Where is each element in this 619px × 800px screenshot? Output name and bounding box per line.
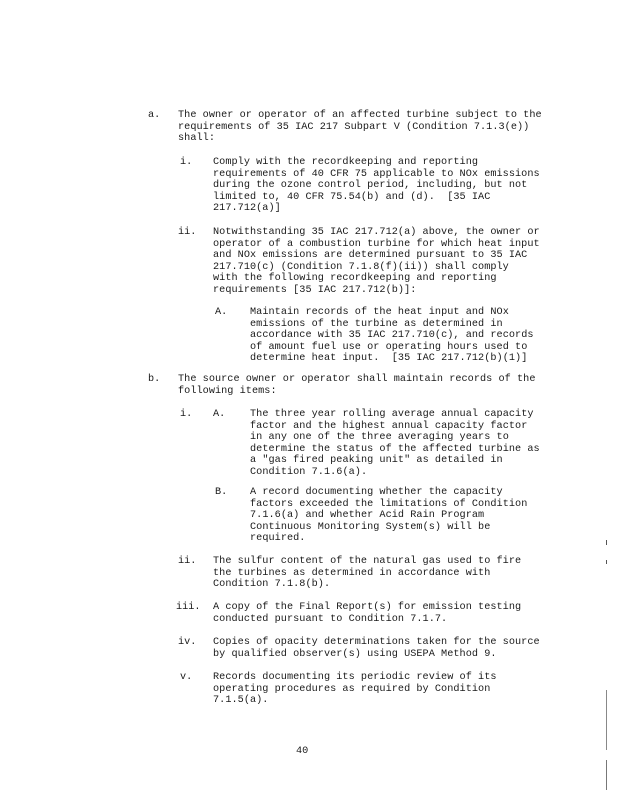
item-b-i-A-text: The three year rolling average annual capacity factor and the highest annual capacity factor in any one of the three averaging years to determine the status of the affected turbine as a "gas fired peaking unit" as detailed in Condition 7.1.6(a). <box>250 409 540 478</box>
item-b-v-label: v. <box>180 672 193 683</box>
item-a-ii-text: Notwithstanding 35 IAC 217.712(a) above, the owner or operator of a combustion turbine for which heat input and NOx emissions are determined pursuant to 35 IAC 217.710(c) (Condition 7.1.8(f)(ii)) shall comply with the following recordkeeping and reporting requirements [35 IAC 217.712(b)]: <box>213 227 540 296</box>
item-b-text: The source owner or operator shall maintain records of the following items: <box>178 374 536 397</box>
item-b-i-B-text: A record documenting whether the capacity factors exceeded the limitations of Condition 7.1.6(a) and whether Acid Rain Program Continuous Monitoring System(s) will be required. <box>250 487 528 545</box>
item-a-ii-label: ii. <box>178 227 197 238</box>
item-b-label: b. <box>148 374 161 385</box>
item-b-i-B-label: B. <box>215 487 228 498</box>
item-a-ii-A-text: Maintain records of the heat input and NOx emissions of the turbine as determined in accordance with 35 IAC 217.710(c), and records of amount fuel use or operating hours used to determine heat input. [35 IAC 217.712(b)(1)] <box>250 307 534 365</box>
item-a-text: The owner or operator of an affected turbine subject to the requirements of 35 IAC 217 Subpart V (Condition 7.1.3(e)) shall: <box>178 110 542 145</box>
item-b-iii-label: iii. <box>176 602 201 613</box>
item-b-i-A-label: A. <box>213 409 226 420</box>
scan-edge-mark <box>606 540 607 545</box>
item-a-i-label: i. <box>180 157 193 168</box>
scan-edge-mark <box>606 560 607 564</box>
item-b-ii-text: The sulfur content of the natural gas used to fire the turbines as determined in accordance with Condition 7.1.8(b). <box>213 556 522 591</box>
scan-edge-mark <box>606 760 607 790</box>
item-b-iv-label: iv. <box>178 637 197 648</box>
item-b-i-label: i. <box>180 409 193 420</box>
item-a-i-text: Comply with the recordkeeping and reporting requirements of 40 CFR 75 applicable to NOx emissions during the ozone control period, including, but not limited to, 40 CFR 75.54(b) and (d). [35 IAC 217.712(a)] <box>213 157 540 215</box>
page-number: 40 <box>296 746 309 757</box>
item-a-ii-A-label: A. <box>215 307 228 318</box>
scan-edge-mark <box>606 690 607 750</box>
item-b-iv-text: Copies of opacity determinations taken for the source by qualified observer(s) using USEPA Method 9. <box>213 637 540 660</box>
item-b-v-text: Records documenting its periodic review of its operating procedures as required by Condition 7.1.5(a). <box>213 672 497 707</box>
item-a-label: a. <box>148 110 161 121</box>
item-b-ii-label: ii. <box>178 556 197 567</box>
item-b-iii-text: A copy of the Final Report(s) for emission testing conducted pursuant to Condition 7.1.7. <box>213 602 522 625</box>
